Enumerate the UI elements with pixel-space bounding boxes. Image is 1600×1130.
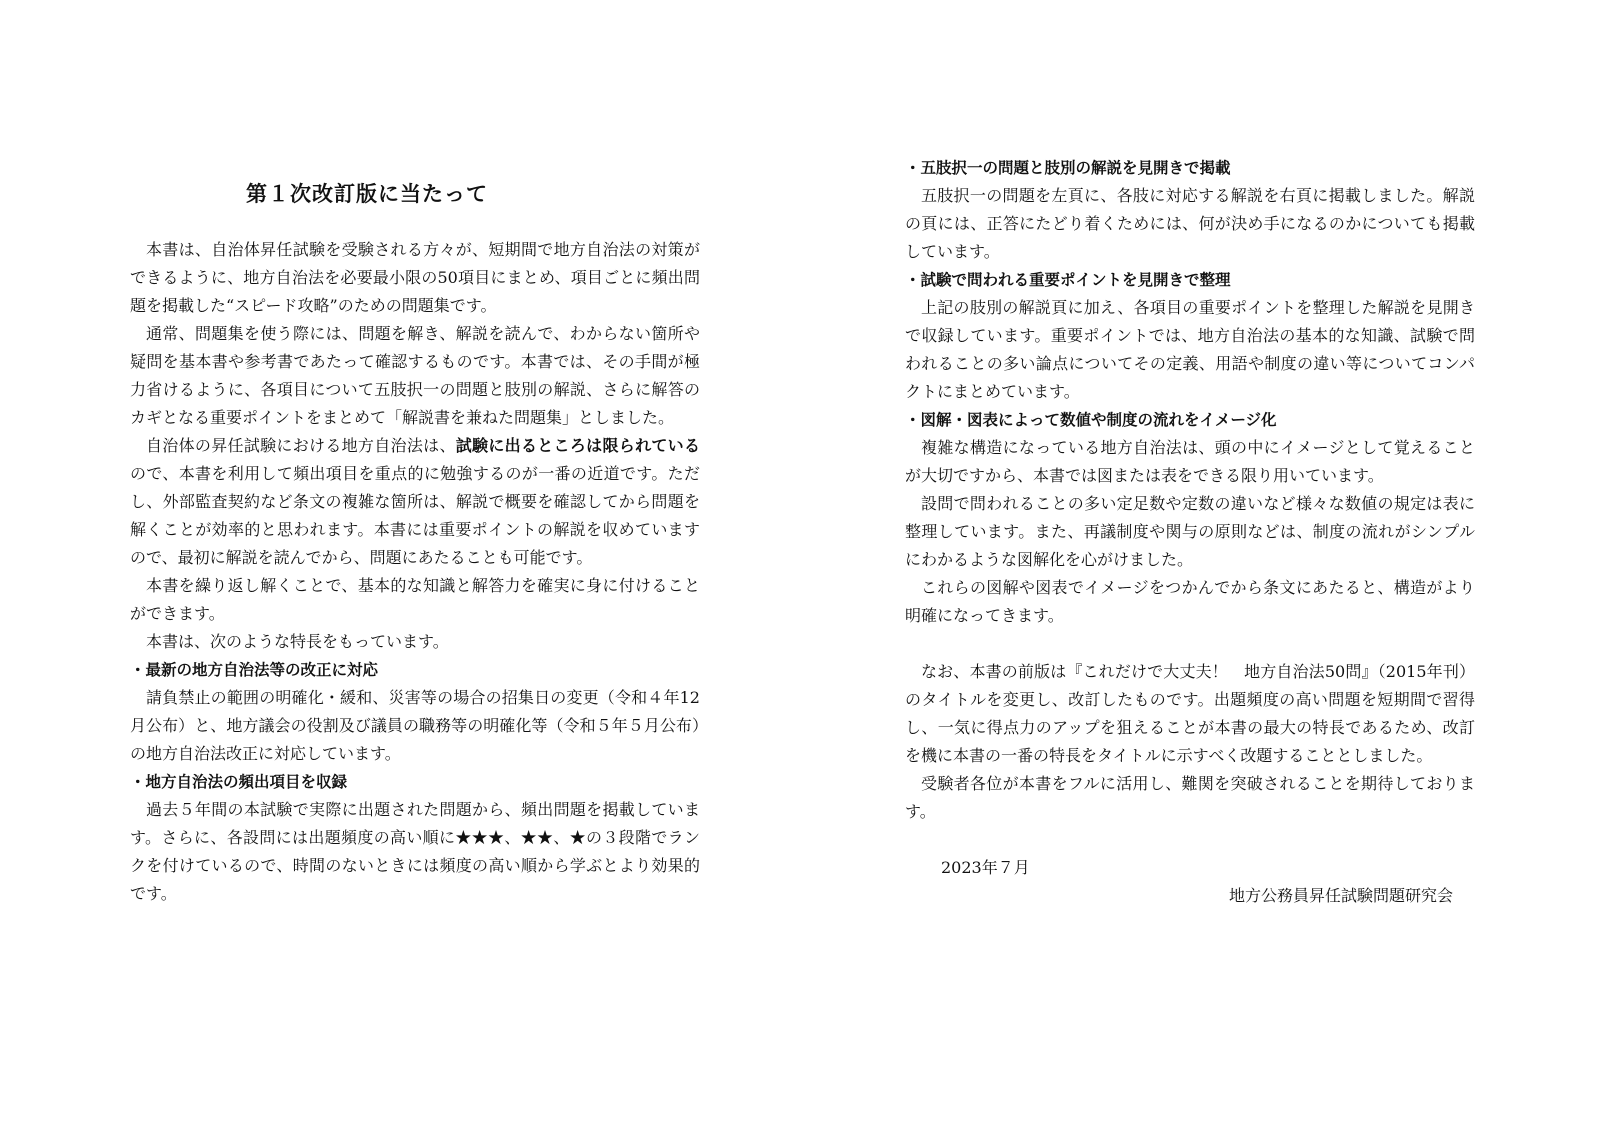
paragraph-gap <box>905 826 1475 854</box>
emphasized-phrase: 試験に出るところは限られている <box>455 436 700 455</box>
paragraph-frequent-items: 過去５年間の本試験で実際に出題された問題から、頻出問題を掲載しています。さらに、各設問には出題頻度の高い順に★★★、★★、★の３段階でランクを付けているので、時間のないときには頻度の高い順から学ぶとより効果的です。 <box>130 800 700 903</box>
page-title: 第１次改訂版に当たって <box>246 182 488 206</box>
paragraph-repetition: 本書を繰り返し解くことで、基本的な知識と解答力を確実に身に付けることができます。 <box>130 576 700 623</box>
feature-heading-frequent-items: ・地方自治法の頻出項目を収録 <box>130 773 348 791</box>
paragraph-gap <box>905 630 1475 658</box>
author-signature: 地方公務員昇任試験問題研究会 <box>1228 886 1453 905</box>
paragraph-closing: 受験者各位が本書をフルに活用し、難関を突破されることを期待しております。 <box>905 774 1475 821</box>
paragraph-intro: 本書は、自治体昇任試験を受験される方々が、短期間で地方自治法の対策ができるように、地方自治法を必要最小限の50項目にまとめ、項目ごとに頻出問題を掲載した“スピード攻略”のための問題集です。 <box>130 240 700 315</box>
feature-heading-spread-layout: ・五肢択一の問題と肢別の解説を見開きで掲載 <box>905 159 1231 177</box>
feature-heading-key-points: ・試験で問われる重要ポイントを見開きで整理 <box>905 271 1231 289</box>
paragraph-law-revision: 請負禁止の範囲の明確化・緩和、災害等の場合の招集日の変更（令和４年12月公布）と、地方議会の役割及び議員の職務等の明確化等（令和５年５月公布）の地方自治法改正に対応しています。 <box>130 688 700 763</box>
right-page-body <box>905 154 1475 910</box>
paragraph-diagrams: 複雑な構造になっている地方自治法は、頭の中にイメージとして覚えることが大切ですから、本書では図または表をできる限り用いています。 <box>905 438 1475 485</box>
paragraph-previous-edition: なお、本書の前版は『これだけで大丈夫！ 地方自治法50問』（2015年刊）のタイトルを変更し、改訂したものです。出題頻度の高い問題を短期間で習得し、一気に得点力のアップを狙えることが本書の最大の特長であるため、改訂を機に本書の一番の特長をタイトルに示すべく改題することとしました。 <box>905 662 1475 765</box>
paragraph-structure: これらの図解や図表でイメージをつかんでから条文にあたると、構造がより明確になってきます。 <box>905 578 1475 625</box>
publication-date: 2023年７月 <box>941 858 1030 877</box>
feature-heading-diagrams: ・図解・図表によって数値や制度の流れをイメージ化 <box>905 411 1277 429</box>
paragraph-tables: 設問で問われることの多い定足数や定数の違いなど様々な数値の規定は表に整理しています。また、再議制度や関与の原則などは、制度の流れがシンプルにわかるような図解化を心がけました。 <box>905 494 1475 569</box>
paragraph-key-points: 上記の肢別の解説頁に加え、各項目の重要ポイントを整理した解説を見開きで収録しています。重要ポイントでは、地方自治法の基本的な知識、試験で問われることの多い論点についてその定義、用語や制度の違い等についてコンパクトにまとめています。 <box>905 298 1475 401</box>
left-page-body <box>130 236 700 908</box>
paragraph-spread-layout: 五肢択一の問題を左頁に、各肢に対応する解説を右頁に掲載しました。解説の頁には、正答にたどり着くためには、何が決め手になるのかについても掲載しています。 <box>905 186 1475 261</box>
paragraph-exam-scope <box>130 432 700 572</box>
paragraph-exam-scope-rest: ので、本書を利用して頻出項目を重点的に勉強するのが一番の近道です。ただし、外部監査契約など条文の複雑な箇所は、解説で概要を確認してから問題を解くことが効率的と思われます。本書には重要ポイントの解説を収めていますので、最初に解説を読んでから、問題にあたることも可能です。 <box>130 464 700 567</box>
paragraph-usage: 通常、問題集を使う際には、問題を解き、解説を読んで、わからない箇所や疑問を基本書や参考書であたって確認するものです。本書では、その手間が極力省けるように、各項目について五肢択一の問題と肢別の解説、さらに解答のカギとなる重要ポイントをまとめて「解説書を兼ねた問題集」としました。 <box>130 324 700 427</box>
paragraph-exam-scope-lead: 自治体の昇任試験における地方自治法は、 <box>146 436 456 455</box>
paragraph-features-intro: 本書は、次のような特長をもっています。 <box>146 632 449 651</box>
feature-heading-law-revision: ・最新の地方自治法等の改正に対応 <box>130 661 379 679</box>
